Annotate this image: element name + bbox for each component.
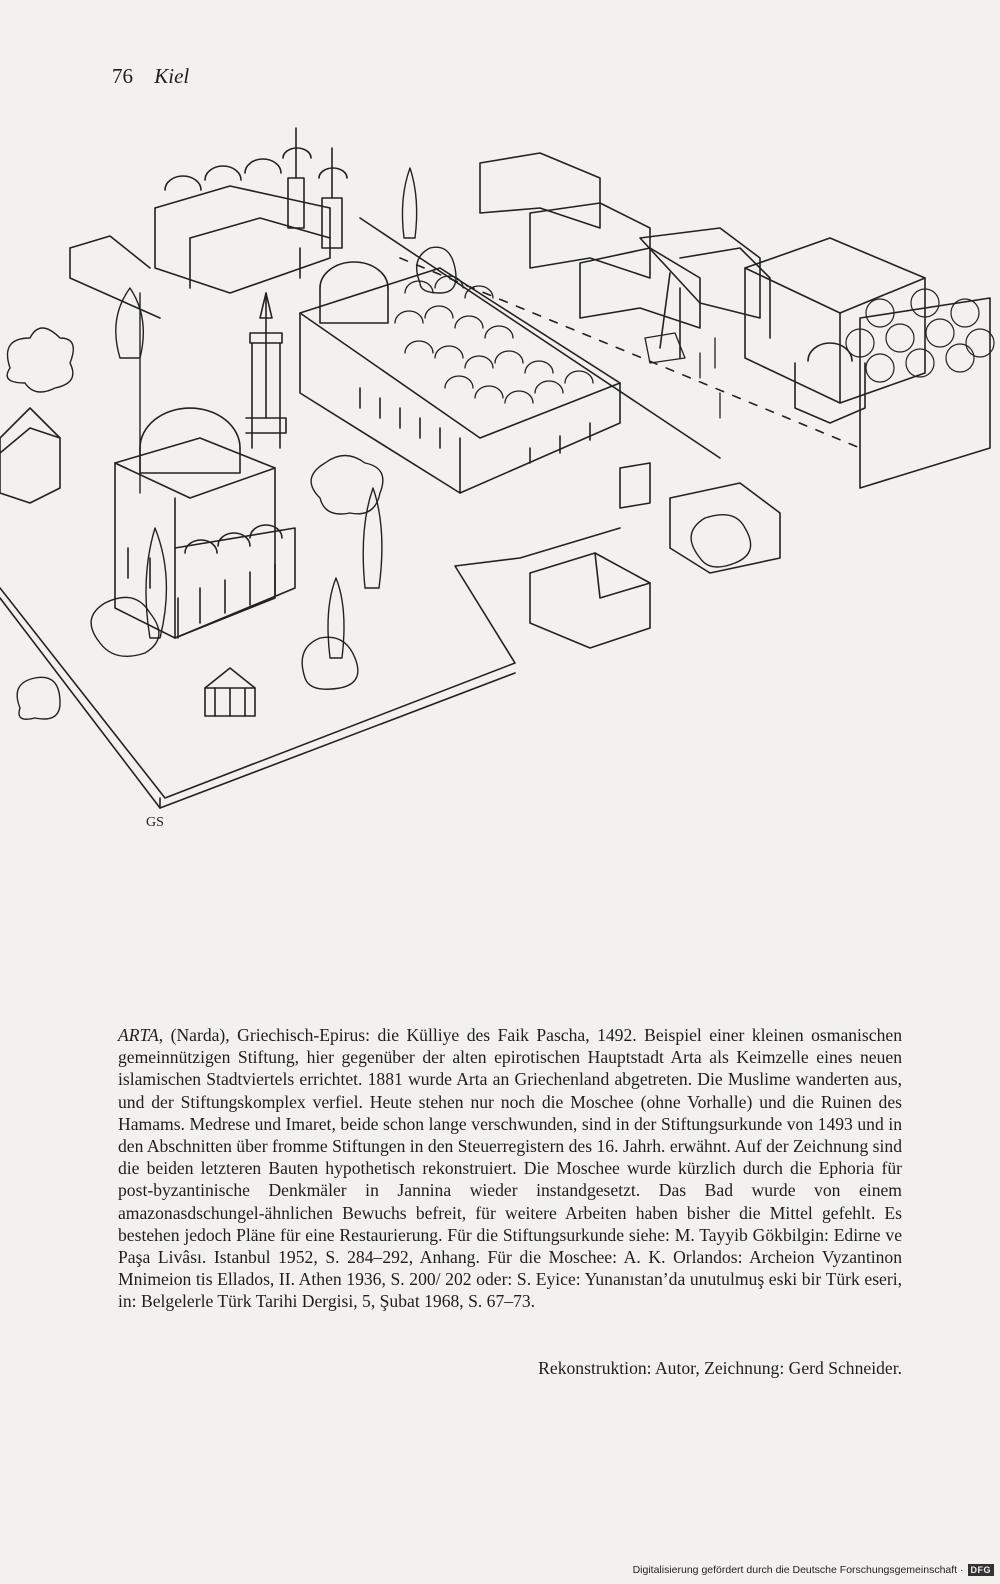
compound-walls [0, 218, 860, 808]
kulliye-drawing [0, 118, 1000, 948]
page-number: 76 [112, 64, 133, 88]
caption-text: , (Narda), Griechisch-Epirus: die Külliye des Faik Pascha, 1492. Beispiel einer kleinen osmanischen gemeinnützigen Stiftung, hier gegenüber der alten epirotischen Hauptstadt Arta als Keimzelle eines neuen islamischen Stadtviertels errichtet. 1881 wurde Arta an Griechenland abgetreten. Die Muslime wanderten aus, und der Stiftungskomplex verfiel. Heute stehen nur noch die Moschee (ohne Vorhalle) und die Ruinen des Hamams. Medrese und Imaret, beide schon lange verschwunden, sind in der Stiftungsurkunde von 1493 und in den Abschnitten über fromme Stiftungen in den Steuerregistern des 16. Jahrh. erwähnt. Auf der Zeichnung sind die beiden letzteren Bauten hypothetisch rekonstruiert. Die Moschee wurde kürzlich durch die Ephoria für post-byzantinische Denkmäler in Jannina wieder instandgesetzt. Das Bad wurde von einem amazonasdschungel-ähnlichen Bewuchs befreit, für weitere Arbeiten haben bisher die Mittel gefehlt. Es bestehen jedoch Pläne für eine Restaurierung. Für die Stiftungsurkunde siehe: M. Tayyib Gökbilgin: Edirne ve Paşa Livâsı. Istanbul 1952, S. 284–292, Anhang. Für die Moschee: A. K. Orlandos: Archeion Vyzantinon Mnimeion tis Ellados, II. Athen 1936, S. 200/ 202 oder: S. Eyice: Yunanıstan’da unutulmuş eski bir Türk eseri, in: Belgelerle Türk Tarihi Dergisi, 5, Şubat 1968, S. 67–73. [118, 1025, 902, 1312]
figure-caption [118, 1024, 902, 1313]
page-header [112, 64, 189, 89]
figure-credit: Rekonstruktion: Autor, Zeichnung: Gerd Schneider. [538, 1358, 902, 1378]
dfg-logo: DFG [968, 1564, 995, 1576]
running-title: Kiel [154, 64, 190, 88]
sadirvan-fountain [205, 668, 255, 716]
hamam-building [745, 238, 994, 488]
page-footer [633, 1564, 994, 1576]
medrese-building [300, 262, 620, 493]
outer-buildings [0, 408, 780, 648]
imaret-building [155, 128, 347, 293]
minaret [246, 293, 286, 448]
footer-text: Digitalisierung gefördert durch die Deutsche Forschungsgemeinschaft · [632, 1564, 964, 1576]
caption-lead: ARTA [118, 1025, 159, 1045]
artist-signature: GS [146, 815, 164, 830]
